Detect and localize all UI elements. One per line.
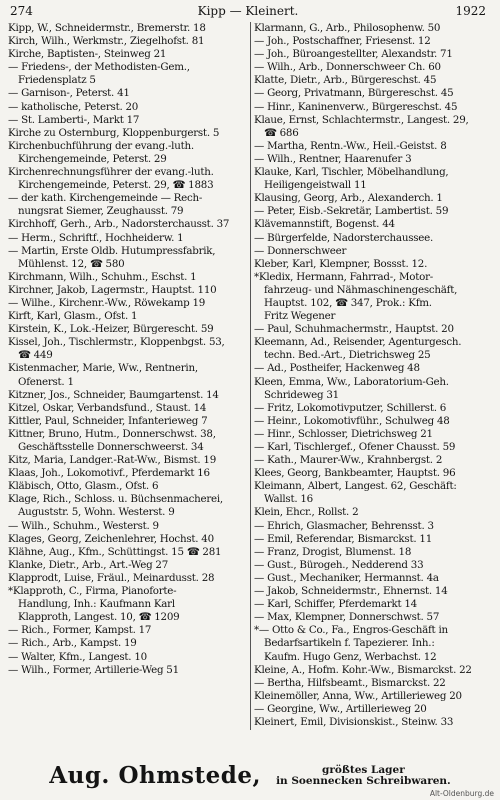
advertisement-footer — [0, 762, 500, 794]
directory-entry: — Jakob, Schneidermstr., Ehnernst. 14 — [254, 585, 448, 598]
directory-entry: Klees, Georg, Bankbeamter, Hauptst. 96 — [254, 467, 456, 480]
directory-entry: Klähne, Aug., Kfm., Schüttingst. 15 ☎ 281 — [8, 545, 222, 558]
directory-entry: Klauke, Karl, Tischler, Möbelhandlung, — [254, 166, 449, 179]
directory-entry: Kirstein, K., Lok.-Heizer, Bürgerescht. 59 — [8, 323, 214, 336]
directory-entry: — Karl, Schiffer, Pferdemarkt 14 — [254, 598, 417, 611]
directory-entry: — Wilhe., Kirchenr.-Ww., Röwekamp 19 — [8, 296, 206, 309]
directory-entry: Kirchengemeinde, Peterst. 29 — [18, 152, 167, 165]
directory-entry: Kirft, Karl, Glasm., Ofst. 1 — [8, 310, 138, 323]
directory-entry: Schrideweg 31 — [264, 388, 339, 401]
directory-entry: Klapprodt, Luise, Fräul., Meinardusst. 28 — [8, 571, 215, 584]
directory-entry: Mühlenst. 12, ☎ 580 — [18, 257, 125, 270]
directory-entry: — Wilh., Schuhm., Westerst. 9 — [8, 519, 159, 532]
directory-entry: — Wilh., Rentner, Haarenufer 3 — [254, 152, 412, 165]
directory-entry: Kleine, A., Hofm. Kohr.-Ww., Bismarckst. 22 — [254, 663, 472, 676]
directory-entry: fahrzeug- und Nähmaschinengeschäft, — [264, 283, 458, 296]
directory-entry: Klanke, Dietr., Arb., Art.-Weg 27 — [8, 558, 169, 571]
directory-entry: Friedensplatz 5 — [18, 74, 96, 87]
directory-entry: Klages, Georg, Zeichenlehrer, Hochst. 40 — [8, 532, 214, 545]
directory-entry: Heiligengeistwall 11 — [264, 179, 367, 192]
directory-entry: Auguststr. 5, Wohn. Westerst. 9 — [18, 506, 175, 519]
directory-entry: — Fritz, Lokomotivputzer, Schillerst. 6 — [254, 401, 447, 414]
directory-entry: — Bürgerfelde, Nadorsterchaussee. — [254, 231, 433, 244]
directory-entry: — Martin, Erste Oldb. Hutumpressfabrik, — [8, 244, 216, 257]
directory-entry: — Emil, Referendar, Bismarckst. 11 — [254, 532, 432, 545]
directory-entry: — der kath. Kirchengemeinde — Rech- — [8, 192, 203, 205]
directory-entry: Klausing, Georg, Arb., Alexanderch. 1 — [254, 192, 443, 205]
directory-entry: — Georg, Privatmann, Bürgereschst. 45 — [254, 87, 454, 100]
directory-entry: — Peter, Eisb.-Sekretär, Lambertist. 59 — [254, 205, 449, 218]
directory-entry: — Max, Klempner, Donnerschwst. 57 — [254, 611, 440, 624]
directory-entry: Wallst. 16 — [264, 493, 313, 506]
directory-entry: Kirchenbuchführung der evang.-luth. — [8, 139, 194, 152]
directory-entry: Kaufm. Hugo Genz, Werbachst. 12 — [264, 650, 437, 663]
directory-entry: nungsrat Siemer, Zeughausst. 79 — [18, 205, 184, 218]
directory-entry: Klage, Rich., Schloss. u. Büchsenmacherei, — [8, 493, 223, 506]
ad-brand: Aug. Ohmstede, — [49, 762, 261, 789]
directory-entry: techn. Bed.-Art., Dietrichsweg 25 — [264, 349, 431, 362]
directory-entry: — Franz, Drogist, Blumenst. 18 — [254, 545, 412, 558]
directory-entry: — Paul, Schuhmachermstr., Hauptst. 20 — [254, 323, 454, 336]
directory-entry: Kistenmacher, Marie, Ww., Rentnerin, — [8, 362, 198, 375]
directory-entry: Kleinemöller, Anna, Ww., Artillerieweg 20 — [254, 689, 462, 702]
directory-entry: Bedarfsartikeln f. Tapezierer. Inh.: — [264, 637, 435, 650]
directory-entry: — Friedens-, der Methodisten-Gem., — [8, 61, 190, 74]
page-header — [10, 3, 486, 19]
directory-entry: Fritz Wegener — [264, 310, 336, 323]
directory-entry: Kirchengemeinde, Peterst. 29, ☎ 1883 — [18, 179, 214, 192]
ad-tagline — [276, 765, 451, 787]
directory-entry: — Gust., Bürogeh., Nedderend 33 — [254, 558, 424, 571]
directory-entry: — Heinr., Lokomotivführ., Schulweg 48 — [254, 414, 450, 427]
directory-entry: — Ehrich, Glasmacher, Behrensst. 3 — [254, 519, 434, 532]
directory-entry: — Walter, Kfm., Langest. 10 — [8, 650, 147, 663]
directory-entry: Kleen, Emma, Ww., Laboratorium-Geh. — [254, 375, 449, 388]
page-number: 274 — [10, 4, 33, 18]
directory-entry: — St. Lamberti-, Markt 17 — [8, 113, 140, 126]
directory-entry: — Kath., Maurer-Ww., Krahnbergst. 2 — [254, 454, 443, 467]
directory-entry: Kleemann, Ad., Reisender, Agenturgesch. — [254, 336, 462, 349]
ad-line-2: in Soennecken Schreibwaren. — [276, 774, 451, 787]
directory-entry: Kirch, Wilh., Werkmstr., Ziegelhofst. 81 — [8, 35, 205, 48]
directory-entry: Klatte, Dietr., Arb., Bürgereschst. 45 — [254, 74, 437, 87]
year: 1922 — [455, 4, 486, 18]
directory-entry: Kittler, Paul, Schneider, Infanterieweg 7 — [8, 414, 208, 427]
right-column — [254, 22, 495, 729]
directory-entry: Klein, Ehcr., Rollst. 2 — [254, 506, 359, 519]
directory-entry: — Gust., Mechaniker, Hermannst. 4a — [254, 571, 439, 584]
directory-entry: Kitzner, Jos., Schneider, Baumgartenst. 14 — [8, 388, 219, 401]
directory-entry: — Georgine, Ww., Artillerieweg 20 — [254, 702, 427, 715]
directory-entry: *Kledix, Hermann, Fahrrad-, Motor- — [254, 270, 433, 283]
directory-entry: Kirche, Baptisten-, Steinweg 21 — [8, 48, 167, 61]
directory-entry: Kittner, Bruno, Hutm., Donnerschwst. 38, — [8, 427, 216, 440]
directory-entry: — Martha, Rentn.-Ww., Heil.-Geistst. 8 — [254, 139, 447, 152]
running-title: Kipp — Kleinert. — [197, 4, 299, 18]
directory-entry: Kissel, Joh., Tischlermstr., Kloppenbgst. 53, — [8, 336, 225, 349]
directory-entry: *— Otto & Co., Fa., Engros-Geschäft in — [254, 624, 448, 637]
directory-entry: — Rich., Arb., Kampst. 19 — [8, 637, 137, 650]
directory-entry: — Garnison-, Peterst. 41 — [8, 87, 130, 100]
directory-entry: Kleinert, Emil, Divisionskist., Steinw. 33 — [254, 715, 454, 728]
directory-entry: — Bertha, Hilfsbeamt., Bismarckst. 22 — [254, 676, 446, 689]
directory-entry: Kitz, Maria, Landger.-Rat-Ww., Bismst. 19 — [8, 454, 217, 467]
directory-entry: Handlung, Inh.: Kaufmann Karl — [18, 598, 175, 611]
directory-entry: Klävemannstift, Bogenst. 44 — [254, 218, 395, 231]
directory-entry: Kirchmann, Wilh., Schuhm., Eschst. 1 — [8, 270, 197, 283]
directory-entry: Kirchhoff, Gerh., Arb., Nadorsterchausst. 37 — [8, 218, 230, 231]
directory-entry: *Klapproth, C., Firma, Pianoforte- — [8, 585, 177, 598]
directory-entry: Kirche zu Osternburg, Kloppenburgerst. 5 — [8, 126, 220, 139]
directory-entry: Klarmann, G., Arb., Philosophenw. 50 — [254, 22, 441, 34]
directory-entry: Kleber, Karl, Klempner, Bossst. 12. — [254, 257, 428, 270]
directory-entry: — katholische, Peterst. 20 — [8, 100, 139, 113]
directory-entry: Hauptst. 102, ☎ 347, Prok.: Kfm. — [264, 296, 432, 309]
directory-entry: — Hinr., Schlosser, Dietrichsweg 21 — [254, 427, 433, 440]
directory-entry: Klaas, Joh., Lokomotivf., Pferdemarkt 16 — [8, 467, 210, 480]
left-column — [8, 22, 249, 677]
directory-entry: Kipp, W., Schneidermstr., Bremerstr. 18 — [8, 22, 206, 34]
ad-line-1: größtes Lager — [322, 763, 405, 776]
directory-entry: — Wilh., Arb., Donnerschweer Ch. 60 — [254, 61, 441, 74]
directory-entry: Ofenerst. 1 — [18, 375, 74, 388]
directory-entry: — Donnerschweer — [254, 244, 347, 257]
directory-entry: Kitzel, Oskar, Verbandsfund., Staust. 14 — [8, 401, 207, 414]
directory-entry: — Wilh., Former, Artillerie-Weg 51 — [8, 663, 179, 676]
directory-entry: Klaue, Ernst, Schlachtermstr., Langest. 29, — [254, 113, 469, 126]
directory-entry: — Ad., Postheifer, Hackenweg 48 — [254, 362, 420, 375]
directory-entry: Kläbisch, Otto, Glasm., Ofst. 6 — [8, 480, 159, 493]
directory-entry: — Joh., Postschaffner, Friesenst. 12 — [254, 35, 431, 48]
directory-entry: ☎ 686 — [264, 126, 299, 139]
directory-entry: — Joh., Büroangestellter, Alexandstr. 71 — [254, 48, 453, 61]
directory-entry: Kirchner, Jakob, Lagermstr., Hauptst. 110 — [8, 283, 217, 296]
directory-entry: — Karl, Tischlergef., Ofener Chausst. 59 — [254, 441, 456, 453]
directory-entry: ☎ 449 — [18, 349, 53, 362]
column-divider — [250, 22, 251, 730]
watermark: Alt-Oldenburg.de — [429, 789, 494, 798]
directory-entry: Kirchenrechnungsführer der evang.-luth. — [8, 166, 214, 179]
directory-entry: Kleimann, Albert, Langest. 62, Geschäft: — [254, 480, 457, 493]
directory-entry: — Hinr., Kaninenverw., Bürgereschst. 45 — [254, 100, 458, 113]
directory-entry: Klapproth, Langest. 10, ☎ 1209 — [18, 611, 180, 624]
directory-entry: — Herm., Schriftf., Hochheiderw. 1 — [8, 231, 184, 244]
directory-entry: — Rich., Former, Kampst. 17 — [8, 624, 152, 637]
directory-entry: Geschäftsstelle Donnerschweerst. 34 — [18, 441, 204, 453]
